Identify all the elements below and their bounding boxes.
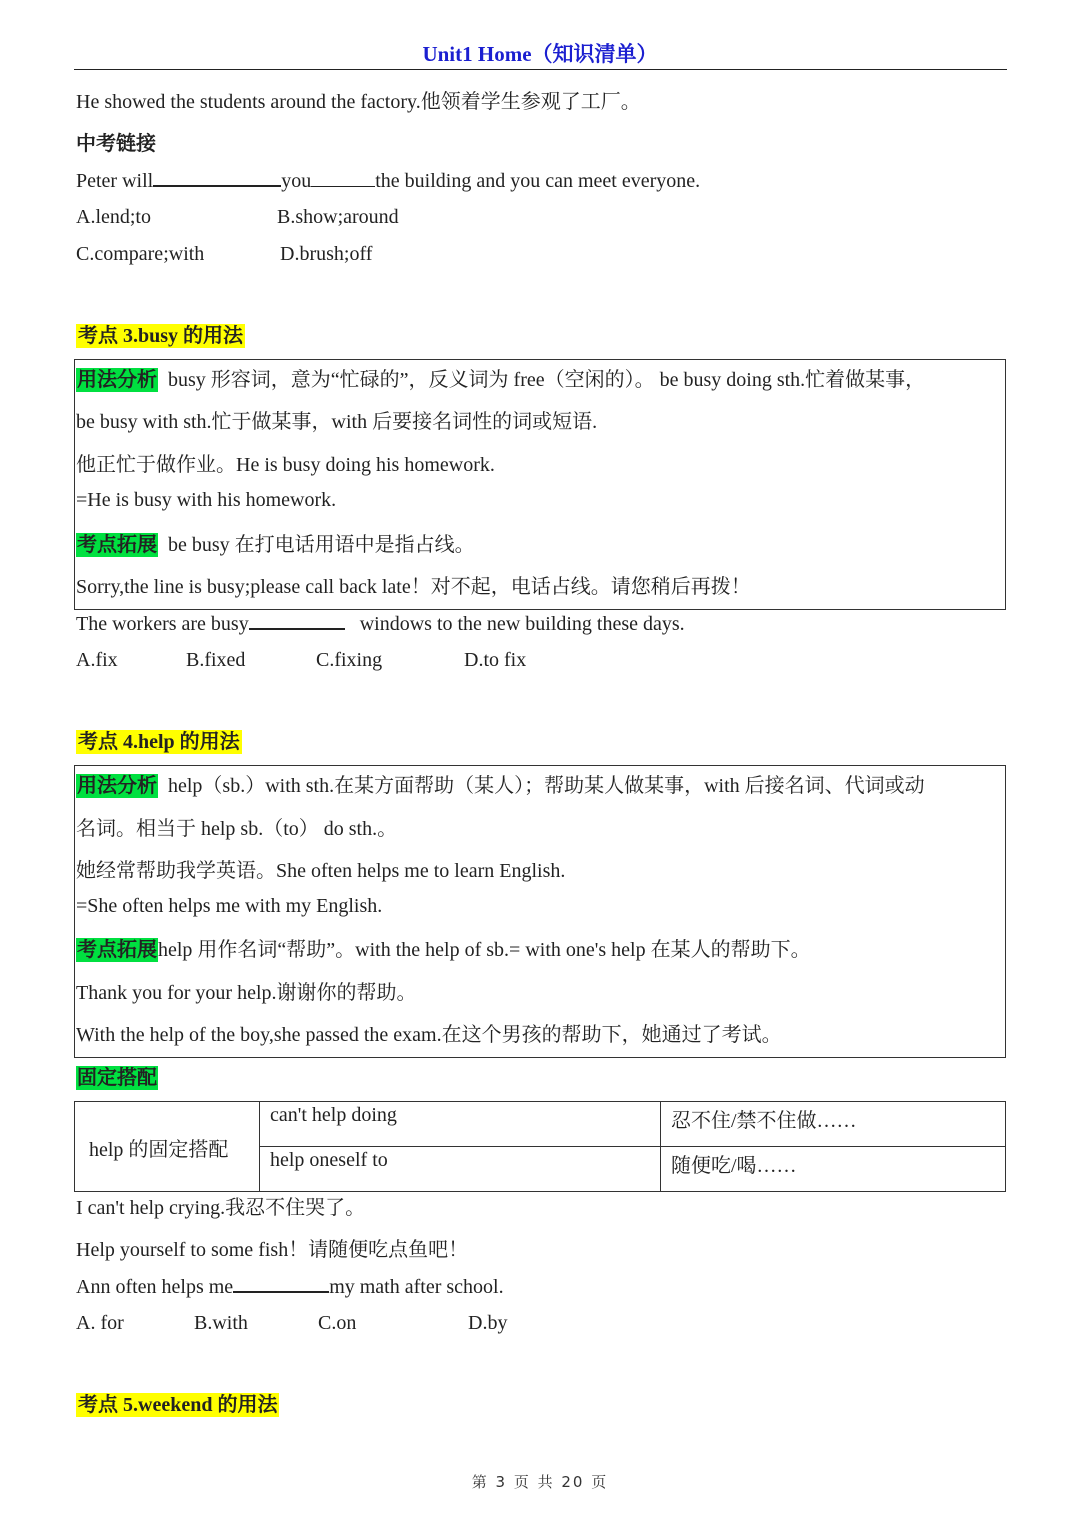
section4-title: [76, 725, 242, 754]
option-a: A. for: [76, 1312, 124, 1334]
section5-title: [76, 1388, 279, 1417]
section3-usage-line2: be busy with sth.忙于做某事，with 后要接名词性的词或短语.: [76, 411, 598, 433]
usage-text: busy 形容词，意为“忙碌的”，反义词为 free（空闲的）。 be busy doing sth.忙着做某事，: [168, 369, 926, 391]
section4-example4: With the help of the boy,she passed the exam.在这个男孩的帮助下，她通过了考试。: [76, 1024, 782, 1046]
table-cell-meaning: 随便吃/喝……: [661, 1147, 1006, 1192]
option-c: C.on: [318, 1312, 357, 1334]
option-c: C.fixing: [316, 649, 383, 671]
section4-extension: [76, 933, 811, 962]
section3-title-text: 考点 3.busy 的用法: [78, 325, 244, 347]
section5-title-text: 考点 5.weekend 的用法: [78, 1394, 278, 1416]
usage-label: 用法分析: [77, 369, 157, 391]
question-text-before: Peter will: [76, 170, 154, 192]
option-b: B.show;around: [277, 206, 399, 228]
intro-question: [76, 169, 700, 193]
extension-text: be busy 在打电话用语中是指占线。: [168, 534, 475, 556]
option-a: A.fix: [76, 649, 118, 671]
usage-text: help（sb.）with sth.在某方面帮助（某人）；帮助某人做某事，with 后接名词、代词或动: [168, 775, 925, 797]
section4-usage-line1: [76, 769, 925, 798]
option-d: D.brush;off: [280, 243, 373, 265]
section3-example2: =He is busy with his homework.: [76, 489, 337, 511]
option-a: A.lend;to: [76, 206, 151, 228]
section4-example5: I can't help crying.我忍不住哭了。: [76, 1197, 366, 1219]
question-text-before: Ann often helps me: [76, 1276, 234, 1298]
answer-blank[interactable]: [311, 170, 375, 187]
section3-title: [76, 319, 245, 348]
table-cell-phrase: help oneself to: [260, 1147, 661, 1192]
fixed-label-text: 固定搭配: [77, 1067, 157, 1089]
table-cell-phrase: can't help doing: [260, 1102, 661, 1147]
answer-blank[interactable]: [153, 169, 281, 187]
question-text-mid: you: [281, 170, 312, 192]
extension-label: 考点拓展: [77, 534, 157, 556]
option-d: D.by: [468, 1312, 508, 1334]
section4-example1: 她经常帮助我学英语。She often helps me to learn English.: [76, 860, 566, 882]
option-b: B.with: [194, 1312, 248, 1334]
table-cell-meaning: 忍不住/禁不住做……: [661, 1102, 1006, 1147]
fixed-collocation-table: [74, 1101, 1006, 1192]
section4-usage-line2: 名词。相当于 help sb.（to） do sth.。: [76, 818, 398, 840]
page-header-title: Unit1 Home（知识清单）: [422, 42, 658, 66]
section4-title-text: 考点 4.help 的用法: [78, 731, 240, 753]
option-b: B.fixed: [186, 649, 246, 671]
intro-example: He showed the students around the factory.他领着学生参观了工厂。: [76, 91, 641, 113]
option-d: D.to fix: [464, 649, 527, 671]
section4-example6: Help yourself to some fish！请随便吃点鱼吧！: [76, 1239, 469, 1261]
answer-blank[interactable]: [233, 1275, 329, 1293]
question-text-after: the building and you can meet everyone.: [375, 170, 701, 192]
table-row: [75, 1102, 1006, 1147]
fixed-collocation-label: [76, 1061, 158, 1090]
section4-example3: Thank you for your help.谢谢你的帮助。: [76, 982, 417, 1004]
section3-example3: Sorry,the line is busy;please call back late！对不起，电话占线。请您稍后再拨！: [76, 576, 751, 598]
question-text-after: my math after school.: [329, 1276, 504, 1298]
section3-question: [76, 612, 685, 636]
answer-blank[interactable]: [249, 612, 345, 630]
section3-extension: [76, 528, 475, 557]
exam-link-title: 中考链接: [76, 133, 156, 155]
question-text-before: The workers are busy: [76, 613, 249, 635]
extension-label: 考点拓展: [77, 939, 157, 961]
question-text-after: windows to the new building these days.: [359, 613, 685, 635]
section4-question: [76, 1275, 504, 1299]
header-rule: [74, 69, 1007, 70]
option-c: C.compare;with: [76, 243, 205, 265]
page-number: 第 3 页 共 20 页: [471, 1473, 609, 1491]
usage-label: 用法分析: [77, 775, 157, 797]
section3-usage-line1: [76, 363, 925, 392]
section4-example2: =She often helps me with my English.: [76, 895, 383, 917]
table-head-cell: help 的固定搭配: [75, 1102, 260, 1192]
extension-text: help 用作名词“帮助”。with the help of sb.= with one's help 在某人的帮助下。: [158, 939, 811, 961]
section3-example1: 他正忙于做作业。He is busy doing his homework.: [76, 454, 495, 476]
